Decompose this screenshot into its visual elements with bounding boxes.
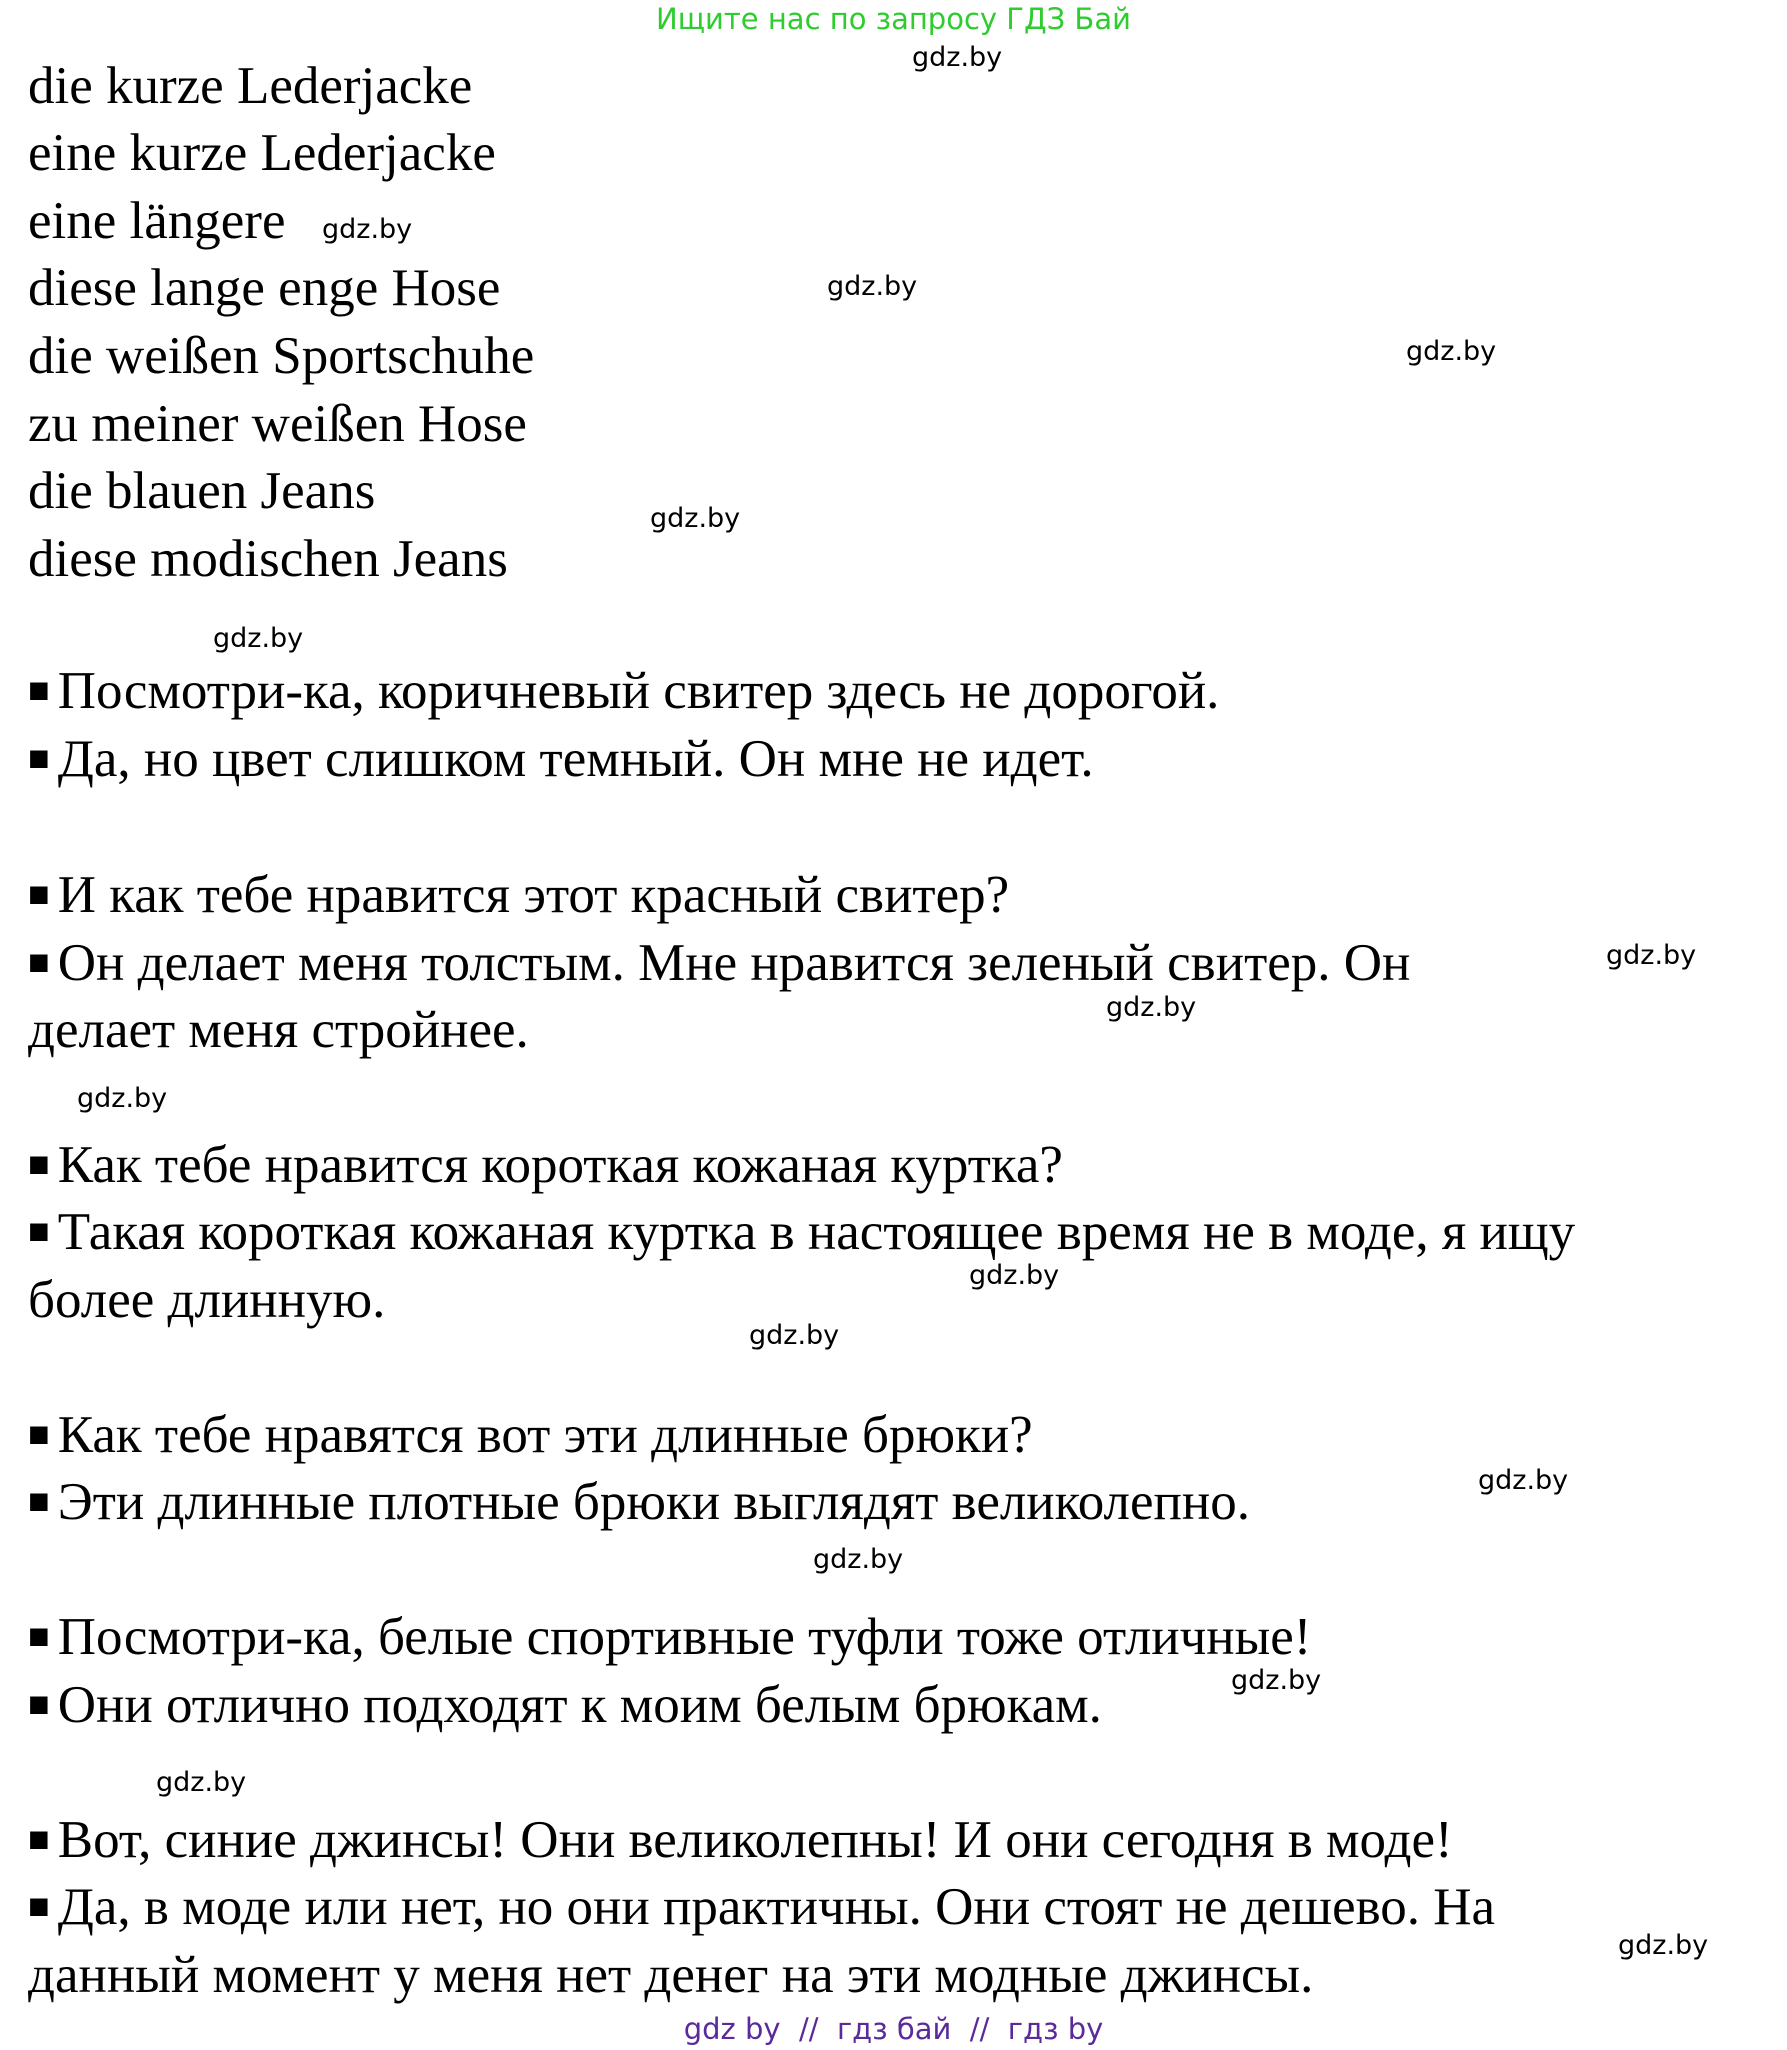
watermark: gdz.by bbox=[749, 1320, 840, 1351]
watermark: gdz.by bbox=[322, 214, 413, 245]
bullet-icon: ■ bbox=[28, 942, 50, 982]
watermark: gdz.by bbox=[827, 271, 918, 302]
watermark: gdz.by bbox=[77, 1083, 168, 1114]
dialogue-text: И как тебе нравится этот красный свитер? bbox=[57, 866, 1010, 924]
dialogue-text: Посмотри-ка, коричневый свитер здесь не дорогой. bbox=[57, 662, 1220, 720]
dialogue-continuation: делает меня стройнее. bbox=[28, 1001, 529, 1059]
dialogue-continuation: более длинную. bbox=[28, 1271, 386, 1329]
german-phrase: zu meiner weißen Hose bbox=[28, 395, 527, 453]
bullet-icon: ■ bbox=[28, 1414, 50, 1454]
watermark: gdz.by bbox=[1478, 1465, 1569, 1496]
dialogue-line bbox=[28, 662, 1220, 720]
dialogue-line bbox=[28, 1203, 1576, 1261]
dialogue-line bbox=[28, 866, 1010, 924]
bullet-icon: ■ bbox=[28, 1481, 50, 1521]
bullet-icon: ■ bbox=[28, 1684, 50, 1724]
watermark: gdz.by bbox=[156, 1767, 247, 1798]
watermark: gdz.by bbox=[1231, 1665, 1322, 1696]
dialogue-text: Такая короткая кожаная куртка в настоящее время не в моде, я ищу bbox=[57, 1203, 1576, 1261]
dialogue-line bbox=[28, 1608, 1312, 1666]
watermark: gdz.by bbox=[650, 503, 741, 534]
watermark: gdz.by bbox=[912, 42, 1003, 73]
watermark: gdz.by bbox=[1406, 336, 1497, 367]
watermark: gdz.by bbox=[213, 623, 304, 654]
german-phrase: diese lange enge Hose bbox=[28, 259, 501, 317]
bullet-icon: ■ bbox=[28, 1886, 50, 1926]
dialogue-text: Они отлично подходят к моим белым брюкам. bbox=[57, 1676, 1102, 1734]
dialogue-text: Он делает меня толстым. Мне нравится зеленый свитер. Он bbox=[57, 934, 1411, 992]
bullet-icon: ■ bbox=[28, 738, 50, 778]
dialogue-text: Как тебе нравятся вот эти длинные брюки? bbox=[57, 1406, 1033, 1464]
bullet-icon: ■ bbox=[28, 1616, 50, 1656]
german-phrase: eine kurze Lederjacke bbox=[28, 124, 496, 182]
german-phrase: die blauen Jeans bbox=[28, 462, 376, 520]
top-banner: Ищите нас по запросу ГДЗ Бай bbox=[656, 2, 1131, 36]
dialogue-text: Посмотри-ка, белые спортивные туфли тоже отличные! bbox=[57, 1608, 1312, 1666]
watermark: gdz.by bbox=[969, 1260, 1060, 1291]
dialogue-text: Да, но цвет слишком темный. Он мне не идет. bbox=[57, 730, 1094, 788]
german-phrase: die weißen Sportschuhe bbox=[28, 327, 535, 385]
german-phrase: eine längere bbox=[28, 192, 286, 250]
german-phrase: diese modischen Jeans bbox=[28, 530, 508, 588]
dialogue-text: Эти длинные плотные брюки выглядят великолепно. bbox=[57, 1473, 1250, 1531]
bullet-icon: ■ bbox=[28, 874, 50, 914]
bullet-icon: ■ bbox=[28, 1819, 50, 1859]
dialogue-continuation: данный момент у меня нет денег на эти модные джинсы. bbox=[28, 1946, 1314, 2004]
bullet-icon: ■ bbox=[28, 1211, 50, 1251]
footer-links: gdz by // гдз бай // гдз by bbox=[683, 2012, 1104, 2046]
dialogue-line bbox=[28, 1676, 1102, 1734]
watermark: gdz.by bbox=[813, 1544, 904, 1575]
bullet-icon: ■ bbox=[28, 670, 50, 710]
dialogue-line bbox=[28, 934, 1411, 992]
dialogue-line bbox=[28, 1473, 1250, 1531]
dialogue-text: Да, в моде или нет, но они практичны. Они стоят не дешево. На bbox=[57, 1878, 1496, 1936]
watermark: gdz.by bbox=[1618, 1930, 1709, 1961]
bullet-icon: ■ bbox=[28, 1144, 50, 1184]
dialogue-text: Вот, синие джинсы! Они великолепны! И они сегодня в моде! bbox=[57, 1811, 1453, 1869]
dialogue-line bbox=[28, 1136, 1063, 1194]
german-phrase: die kurze Lederjacke bbox=[28, 57, 473, 115]
watermark: gdz.by bbox=[1606, 940, 1697, 971]
dialogue-line bbox=[28, 730, 1094, 788]
watermark: gdz.by bbox=[1106, 992, 1197, 1023]
dialogue-text: Как тебе нравится короткая кожаная куртка? bbox=[57, 1136, 1063, 1194]
dialogue-line bbox=[28, 1811, 1453, 1869]
dialogue-line bbox=[28, 1878, 1496, 1936]
dialogue-line bbox=[28, 1406, 1033, 1464]
